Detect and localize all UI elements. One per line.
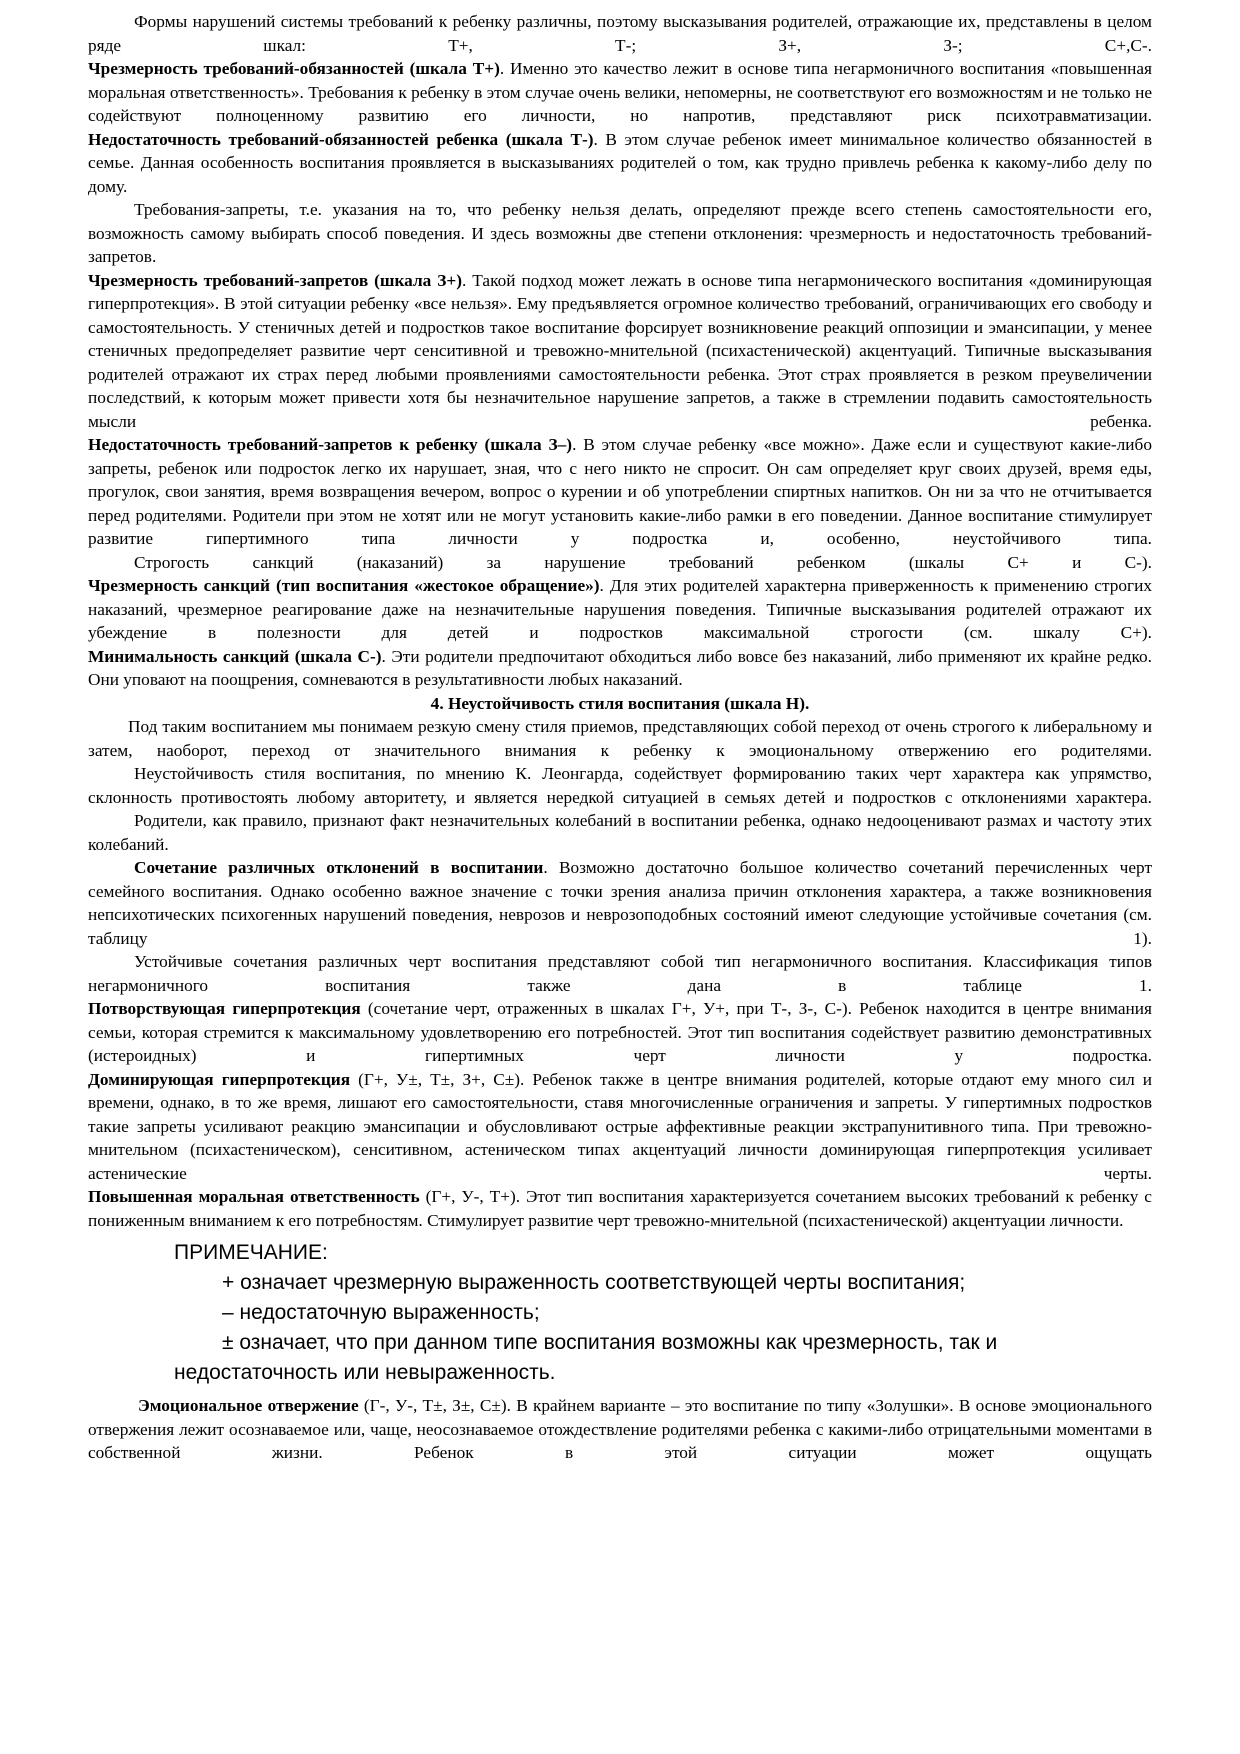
term-emotional-rejection: Эмоциональное отвержение	[138, 1396, 359, 1415]
paragraph-scale-t-minus: Недостаточность требований-обязанностей ребенка (шкала Т-). В этом случае ребенок имеет минимальное количество обязанностей в семье. Данная особенность воспитания проявляется в высказываниях родителей о том, как трудно привлечь ребенка к какому-либо делу по дому.	[88, 129, 1152, 196]
paragraph-forms: Формы нарушений системы требований к ребенку различны, поэтому высказывания родителей, отражающие их, представлены в целом ряде шкал: Т+, Т-; З+, З-; С+,С-.	[88, 12, 1152, 55]
paragraph-dominant-hyperprotection: Доминирующая гиперпротекция (Г+, У±, Т±, З+, С±). Ребенок также в центре внимания родителей, которые отдают ему много сил и времени, однако, в то же время, лишают его самостоятельности, ставя многочисленные ограничения и запреты. У гипертимных подростков такие запреты усиливают реакцию эмансипации и обусловливают острые аффективные реакции экстрапунитивного типа. При тревожно-мнительном (психастеническом), сенситивном, астеническом типах акцентуаций личности доминирующая гиперпротекция усиливает астенические черты.	[88, 1069, 1153, 1183]
note-line-minus: – недостаточную выраженность;	[222, 1301, 540, 1324]
paragraph-emotional-rejection: Эмоциональное отвержение (Г-, У-, Т±, З±, С±). В крайнем варианте – это воспитание по типу «Золушки». В основе эмоционального отвержения лежит осознаваемое или, чаще, неосознаваемое отождествление родителями ребенка с какими-либо отрицательными моментами в собственной жизни. Ребенок в этой ситуации может ощущать	[88, 1396, 1152, 1462]
note-line-plusminus: ± означает, что при данном типе воспитания возможны как чрезмерность, так и	[222, 1331, 998, 1354]
paragraph-indulgent-hyperprotection: Потворствующая гиперпротекция (сочетание черт, отраженных в шкалах Г+, У+, при Т-, З-, С-). Ребенок находится в центре внимания семьи, которая стремится к максимальному удовлетворению его потребностей. Этот тип воспитания содействует развитию демонстративных (истероидных) и гипертимных черт личности у подростка.	[88, 999, 1152, 1065]
note-line-continuation: недостаточность или невыраженность.	[174, 1361, 556, 1384]
paragraph-stable-combinations: Устойчивые сочетания различных черт воспитания представляют собой тип негармоничного воспитания. Классификация типов негармоничного воспитания также дана в таблице 1.	[88, 952, 1152, 995]
term-dominant-hyperprotection: Доминирующая гиперпротекция	[88, 1069, 351, 1089]
term-scale-t-plus: Чрезмерность требований-обязанностей (шкала Т+)	[88, 59, 500, 78]
note-line-plus: + означает чрезмерную выраженность соответствующей черты воспитания;	[222, 1271, 966, 1294]
term-combinations: Сочетание различных отклонений в воспитании	[134, 858, 544, 877]
term-moral-responsibility: Повышенная моральная ответственность	[88, 1187, 420, 1206]
paragraph-leonhard: Неустойчивость стиля воспитания, по мнению К. Леонгарда, содействует формированию таких черт характера как упрямство, склонность противостоять любому авторитету, и является нередкой ситуацией в семьях детей и подростков с отклонениями характера.	[88, 764, 1152, 807]
paragraph-scale-t-plus: Чрезмерность требований-обязанностей (шкала Т+). Именно это качество лежит в основе типа негармоничного воспитания «повышенная моральная ответственность». Требования к ребенку в этом случае очень велики, непомерны, не соответствуют его возможностям и не только не содействуют полноценному развитию его личности, но напротив, представляют риск психотравматизации.	[88, 59, 1153, 125]
section-heading: 4. Неустойчивость стиля воспитания (шкала Н).	[430, 693, 810, 713]
document-page	[88, 10, 1152, 1465]
term-scale-z-minus: Недостаточность требований-запретов к ребенку (шкала З–)	[88, 435, 573, 454]
note-block	[88, 1238, 1152, 1388]
paragraph-moral-responsibility: Повышенная моральная ответственность (Г+, У-, Т+). Этот тип воспитания характеризуется сочетанием высоких требований к ребенку с пониженным вниманием к его потребностям. Стимулирует развитие черт тревожно-мнительной (психастенической) акцентуации личности.	[88, 1187, 1152, 1230]
term-scale-z-plus: Чрезмерность требований-запретов (шкала З+)	[88, 270, 462, 290]
paragraph-instability: Под таким воспитанием мы понимаем резкую смену стиля приемов, представляющих собой переход от очень строгого к либеральному и затем, наоборот, переход от значительного внимания к ребенку к эмоциональному отвержению его родителями.	[88, 717, 1152, 760]
paragraph-combinations: Сочетание различных отклонений в воспитании. Возможно достаточно большое количество сочетаний перечисленных черт семейного воспитания. Однако особенно важное значение с точки зрения анализа причин отклонения характера, а также возникновения непсихотических психогенных нарушений поведения, неврозов и неврозоподобных состояний имеют следующие устойчивые сочетания (см. таблицу 1).	[88, 858, 1152, 948]
paragraph-requirements-prohibitions: Требования-запреты, т.е. указания на то, что ребенку нельзя делать, определяют прежде всего степень самостоятельности его, возможность самому выбирать способ поведения. И здесь возможны две степени отклонения: чрезмерность и недостаточность требований-запретов.	[88, 200, 1152, 266]
paragraph-scale-c-minus: Минимальность санкций (шкала С-). Эти родители предпочитают обходиться либо вовсе без наказаний, либо применяют их крайне редко. Они уповают на поощрения, сомневаются в результативности любых наказаний.	[88, 646, 1152, 689]
paragraph-scale-z-plus: Чрезмерность требований-запретов (шкала З+). Такой подход может лежать в основе типа негармонического воспитания «доминирующая гиперпротекция». В этой ситуации ребенку «все нельзя». Ему предъявляется огромное количество требований, ограничивающих его свободу и самостоятельность. У стеничных детей и подростков такое воспитание форсирует возникновение реакций оппозиции и эмансипации, у менее стеничных предопределяет развитие черт сенситивной и тревожно-мнительной (психастенической) акцентуаций. Типичные высказывания родителей отражают их страх перед любыми проявлениями самостоятельности ребенка. Этот страх проявляется в резком преувеличении последствий, к которым может привести хотя бы незначительное нарушение запретов, а также в стремлении подавить самостоятельность мысли ребенка.	[88, 270, 1152, 431]
note-heading: ПРИМЕЧАНИЕ:	[174, 1241, 328, 1264]
term-scale-c-plus: Чрезмерность санкций (тип воспитания «жестокое обращение»)	[88, 576, 600, 595]
paragraph-scale-z-minus: Недостаточность требований-запретов к ребенку (шкала З–). В этом случае ребенку «все можно». Даже если и существуют какие-либо запреты, ребенок или подросток легко их нарушает, зная, что с него никто не спросит. Он сам определяет круг своих друзей, время еды, прогулок, свои занятия, время возвращения вечером, вопрос о курении и об употреблении спиртных напитков. Он ни за что не отчитывается перед родителями. Родители при этом не хотят или не могут установить какие-либо рамки в его поведении. Данное воспитание стимулирует развитие гипертимного типа личности у подростка и, особенно, неустойчивого типа.	[88, 435, 1152, 548]
term-indulgent-hyperprotection: Потворствующая гиперпротекция	[88, 999, 361, 1018]
paragraph-sanctions: Строгость санкций (наказаний) за нарушение требований ребенком (шкалы С+ и С-).	[134, 552, 1152, 572]
paragraph-scale-c-plus: Чрезмерность санкций (тип воспитания «жестокое обращение»). Для этих родителей характерна приверженность к применению строгих наказаний, чрезмерное реагирование даже на незначительные нарушения поведения. Типичные высказывания родителей отражают их убеждение в полезности для детей и подростков максимальной строгости (см. шкалу С+).	[88, 576, 1152, 642]
term-scale-t-minus: Недостаточность требований-обязанностей ребенка (шкала Т-)	[88, 129, 594, 149]
term-scale-c-minus: Минимальность санкций (шкала С-)	[88, 646, 382, 666]
paragraph-parents-fluctuations: Родители, как правило, признают факт незначительных колебаний в воспитании ребенка, однако недооценивают размах и частоту этих колебаний.	[88, 811, 1152, 854]
